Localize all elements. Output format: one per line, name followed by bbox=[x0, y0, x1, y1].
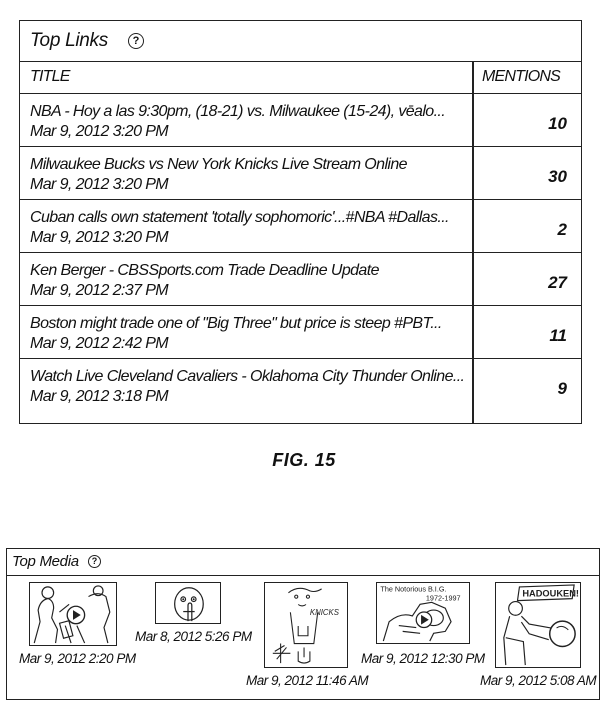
link-title[interactable]: Watch Live Cleveland Cavaliers - Oklahoma City Thunder Online... bbox=[30, 368, 465, 385]
media-date: Mar 9, 2012 12:30 PM bbox=[361, 651, 485, 666]
media-date: Mar 9, 2012 11:46 AM bbox=[246, 673, 369, 688]
mention-count: 9 bbox=[557, 379, 567, 398]
thumbnail-years: 1972-1997 bbox=[425, 593, 461, 603]
question-circle-icon[interactable]: ? bbox=[128, 33, 144, 49]
link-date: Mar 9, 2012 3:20 PM bbox=[30, 229, 169, 246]
play-video-thumbnail-icon bbox=[30, 583, 116, 645]
question-circle-icon[interactable]: ? bbox=[88, 555, 101, 568]
figure-caption: FIG. 15 bbox=[272, 450, 336, 470]
face-shush-thumbnail-icon bbox=[156, 583, 220, 623]
media-date: Mar 9, 2012 5:08 AM bbox=[480, 673, 597, 688]
link-title[interactable]: Ken Berger - CBSSports.com Trade Deadline Update bbox=[30, 262, 379, 279]
thumbnail-caption: The Notorious B.I.G. bbox=[380, 584, 447, 594]
thumbnail-caption: HADOUKEN! bbox=[522, 588, 579, 599]
link-date: Mar 9, 2012 3:20 PM bbox=[30, 176, 169, 193]
top-links-panel bbox=[19, 20, 582, 424]
top-links-header bbox=[20, 21, 581, 62]
mention-count: 11 bbox=[549, 326, 567, 345]
media-thumbnail-image[interactable] bbox=[495, 582, 581, 668]
table-row[interactable] bbox=[20, 94, 581, 147]
link-date: Mar 9, 2012 2:42 PM bbox=[30, 335, 169, 352]
link-title[interactable]: Cuban calls own statement 'totally sophomoric'...#NBA #Dallas... bbox=[30, 209, 449, 226]
media-date: Mar 8, 2012 5:26 PM bbox=[135, 629, 252, 644]
table-row[interactable] bbox=[20, 253, 581, 306]
link-date: Mar 9, 2012 2:37 PM bbox=[30, 282, 169, 299]
mention-count: 2 bbox=[557, 220, 567, 239]
mention-count: 30 bbox=[548, 167, 567, 186]
link-title[interactable]: NBA - Hoy a las 9:30pm, (18-21) vs. Milwaukee (15-24), vēalo... bbox=[30, 103, 446, 120]
link-date: Mar 9, 2012 3:18 PM bbox=[30, 388, 169, 405]
top-media-panel bbox=[6, 548, 600, 700]
top-media-header bbox=[7, 549, 599, 576]
link-date: Mar 9, 2012 3:20 PM bbox=[30, 123, 169, 140]
table-row[interactable] bbox=[20, 147, 581, 200]
column-header-mentions[interactable]: MENTIONS bbox=[482, 68, 561, 85]
column-header-title[interactable]: TITLE bbox=[30, 68, 70, 85]
mention-count: 27 bbox=[548, 273, 567, 292]
notorious-big-thumbnail-icon bbox=[377, 583, 469, 643]
table-row[interactable] bbox=[20, 306, 581, 359]
link-title[interactable]: Milwaukee Bucks vs New York Knicks Live Stream Online bbox=[30, 156, 407, 173]
media-date: Mar 9, 2012 2:20 PM bbox=[19, 651, 136, 666]
media-thumbnail-video[interactable] bbox=[376, 582, 470, 644]
top-media-title: Top Media bbox=[12, 553, 79, 570]
table-column-headers bbox=[20, 61, 581, 94]
table-row[interactable] bbox=[20, 200, 581, 253]
knicks-sketch-thumbnail-icon bbox=[265, 583, 347, 667]
table-row[interactable] bbox=[20, 359, 581, 412]
link-title[interactable]: Boston might trade one of "Big Three" but price is steep #PBT... bbox=[30, 315, 442, 332]
media-thumbnail-image[interactable] bbox=[155, 582, 221, 624]
knicks-scribble: KNICKS bbox=[309, 608, 339, 618]
media-thumbnail-image[interactable] bbox=[264, 582, 348, 668]
media-thumbnail-video[interactable] bbox=[29, 582, 117, 646]
mention-count: 10 bbox=[548, 114, 567, 133]
hadouken-thumbnail-icon bbox=[496, 583, 580, 667]
top-links-title: Top Links bbox=[30, 30, 108, 51]
